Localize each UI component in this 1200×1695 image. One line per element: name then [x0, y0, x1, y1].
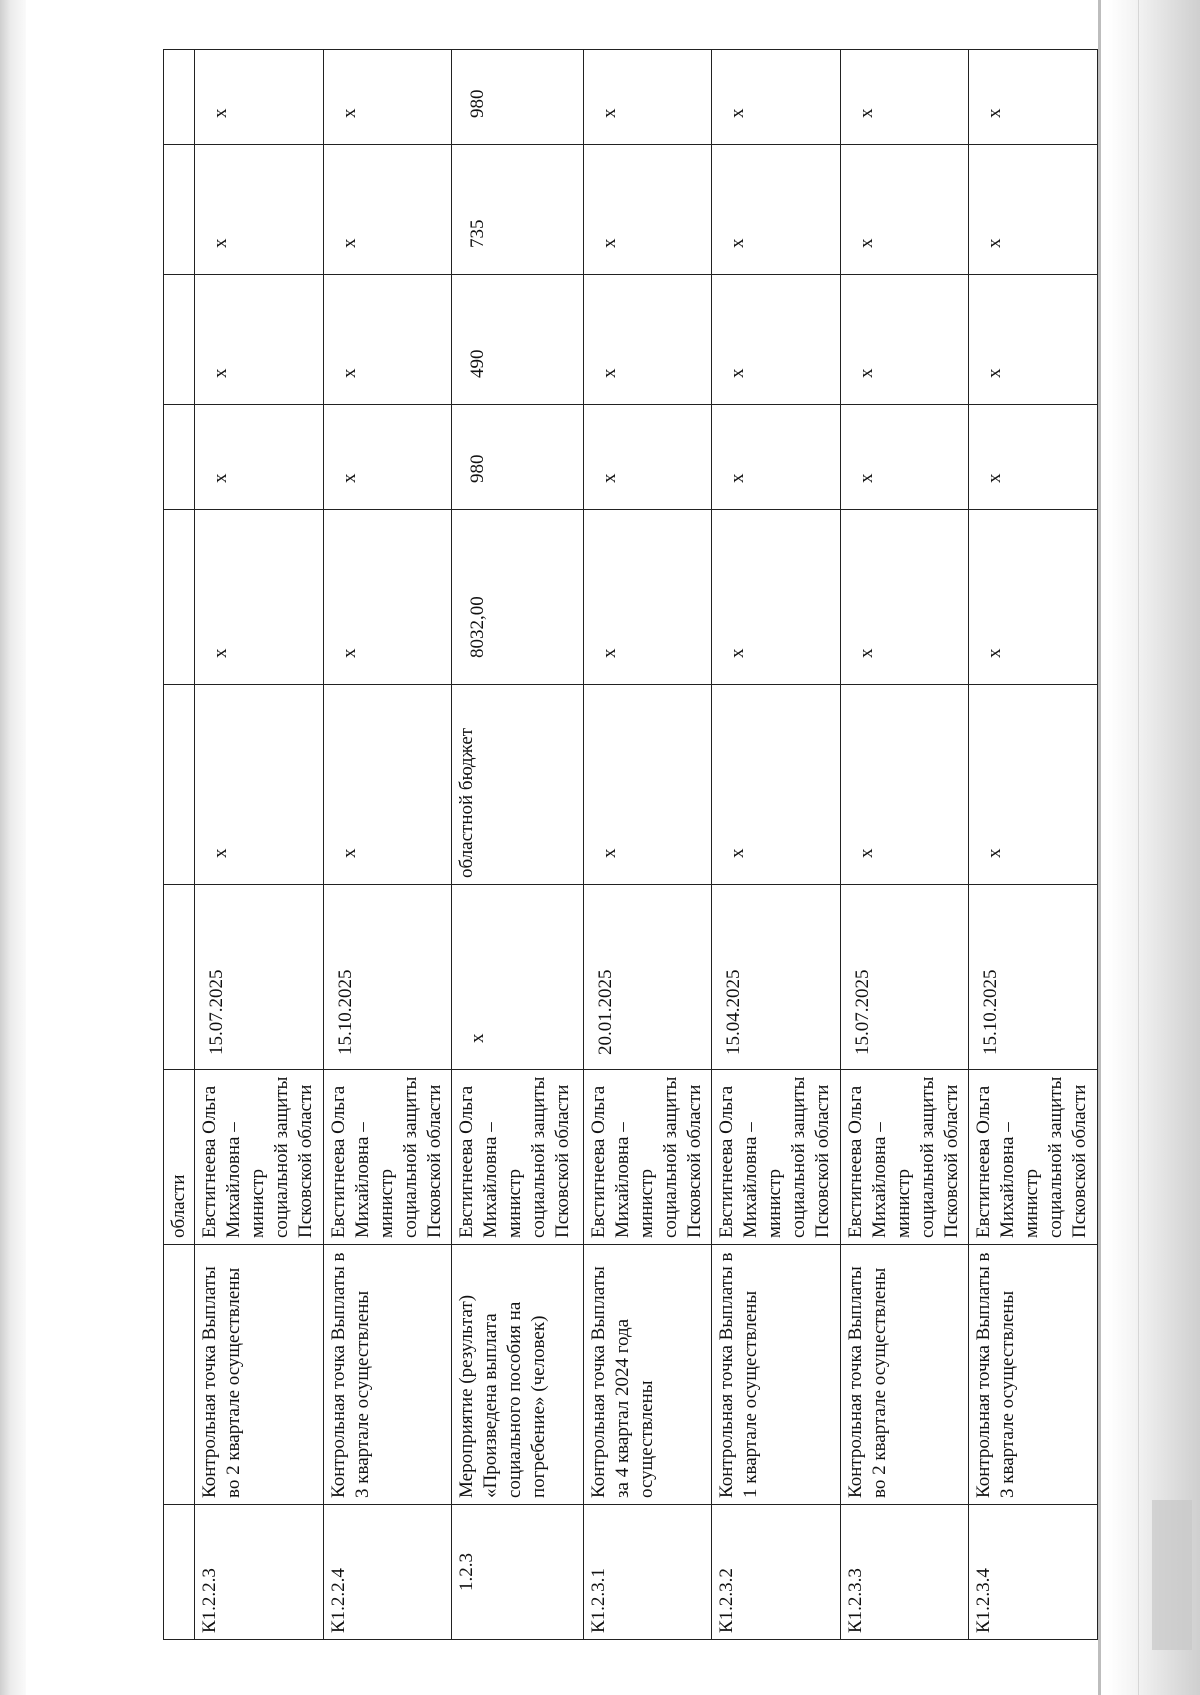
cell-value: 735 [452, 145, 584, 275]
cell-name: Контрольная точка Выплаты в 3 квартале осуществлены [969, 1245, 1098, 1505]
cell-empty [164, 885, 195, 1070]
cell-source: x [323, 685, 452, 885]
cell-empty [164, 145, 195, 275]
table-row [969, 50, 1098, 1640]
cell-value: 490 [452, 275, 584, 405]
cell-value: x [323, 145, 452, 275]
table-row [583, 50, 712, 1640]
cell-name: Контрольная точка Выплаты во 2 квартале осуществлены [195, 1245, 324, 1505]
cell-date: 15.07.2025 [840, 885, 969, 1070]
cell-value: x [840, 50, 969, 145]
cell-date: 15.10.2025 [323, 885, 452, 1070]
cell-empty [164, 1505, 195, 1640]
cell-source: x [969, 685, 1098, 885]
cell-date: 15.10.2025 [969, 885, 1098, 1070]
cell-responsible: Евстигнеева Ольга Михайловна – министр социальной защиты Псковской области [712, 1070, 841, 1245]
cell-source: x [840, 685, 969, 885]
cell-source: x [712, 685, 841, 885]
cell-name: Контрольная точка Выплаты за 4 квартал 2024 года осуществлены [583, 1245, 712, 1505]
table-body [164, 50, 1098, 1640]
cell-value: x [840, 510, 969, 685]
cell-id: К1.2.3.2 [712, 1505, 841, 1640]
cell-value: x [969, 50, 1098, 145]
table-row [195, 50, 324, 1640]
cell-value: x [712, 50, 841, 145]
cell-value: x [712, 275, 841, 405]
cell-value: x [969, 510, 1098, 685]
cell-name: Мероприятие (результат) «Произведена выплата социального пособия на погребение» (человек) [452, 1245, 584, 1505]
rotated-page [163, 50, 1098, 1640]
cell-value: x [840, 145, 969, 275]
cell-date: 20.01.2025 [583, 885, 712, 1070]
cell-value: x [712, 510, 841, 685]
cell-id: К1.2.2.3 [195, 1505, 324, 1640]
table-row [323, 50, 452, 1640]
cell-id: К1.2.3.4 [969, 1505, 1098, 1640]
table-row [840, 50, 969, 1640]
cell-value: x [323, 275, 452, 405]
cell-value: x [323, 50, 452, 145]
cell-value: x [969, 275, 1098, 405]
cell-responsible-tail: области [164, 1070, 195, 1245]
cell-value: x [583, 275, 712, 405]
cell-value: x [195, 510, 324, 685]
table-row-top [164, 50, 195, 1640]
cell-value: x [712, 405, 841, 510]
cell-responsible: Евстигнеева Ольга Михайловна – министр социальной защиты Псковской области [452, 1070, 584, 1245]
cell-date: 15.07.2025 [195, 885, 324, 1070]
cell-source: x [583, 685, 712, 885]
cell-value: x [969, 405, 1098, 510]
scan-edge-right [1108, 0, 1200, 1695]
cell-id: 1.2.3 [452, 1505, 584, 1640]
cell-responsible: Евстигнеева Ольга Михайловна – министр социальной защиты Псковской области [583, 1070, 712, 1245]
cell-value: 980 [452, 50, 584, 145]
cell-name: Контрольная точка Выплаты в 1 квартале осуществлены [712, 1245, 841, 1505]
cell-value: 980 [452, 405, 584, 510]
scan-line [1098, 0, 1101, 1695]
program-table [163, 49, 1098, 1640]
cell-date: 15.04.2025 [712, 885, 841, 1070]
cell-id: К1.2.2.4 [323, 1505, 452, 1640]
cell-empty [164, 405, 195, 510]
cell-responsible: Евстигнеева Ольга Михайловна – министр социальной защиты Псковской области [323, 1070, 452, 1245]
cell-empty [164, 510, 195, 685]
cell-value: x [969, 145, 1098, 275]
cell-value: x [323, 510, 452, 685]
cell-id: К1.2.3.1 [583, 1505, 712, 1640]
cell-empty [164, 275, 195, 405]
table-row [712, 50, 841, 1640]
cell-responsible: Евстигнеева Ольга Михайловна – министр социальной защиты Псковской области [969, 1070, 1098, 1245]
cell-value: x [583, 510, 712, 685]
cell-value: x [323, 405, 452, 510]
cell-value: 8032,00 [452, 510, 584, 685]
scan-line [1138, 0, 1139, 1695]
table-row [452, 50, 584, 1640]
cell-value: x [583, 145, 712, 275]
cell-responsible: Евстигнеева Ольга Михайловна – министр социальной защиты Псковской области [840, 1070, 969, 1245]
cell-value: x [840, 405, 969, 510]
scan-smudge [1152, 1500, 1192, 1650]
cell-empty [164, 50, 195, 145]
cell-name: Контрольная точка Выплаты в 3 квартале осуществлены [323, 1245, 452, 1505]
cell-value: x [712, 145, 841, 275]
cell-id: К1.2.3.3 [840, 1505, 969, 1640]
cell-responsible: Евстигнеева Ольга Михайловна – министр социальной защиты Псковской области [195, 1070, 324, 1245]
cell-name: Контрольная точка Выплаты во 2 квартале осуществлены [840, 1245, 969, 1505]
cell-empty [164, 685, 195, 885]
cell-source: областной бюджет [452, 685, 584, 885]
cell-empty [164, 1245, 195, 1505]
cell-value: x [840, 275, 969, 405]
cell-value: x [195, 405, 324, 510]
cell-value: x [583, 50, 712, 145]
cell-value: x [195, 50, 324, 145]
scan-edge-left [0, 0, 26, 1695]
cell-value: x [583, 405, 712, 510]
cell-value: x [195, 145, 324, 275]
cell-source: x [195, 685, 324, 885]
cell-date: x [452, 885, 584, 1070]
cell-value: x [195, 275, 324, 405]
